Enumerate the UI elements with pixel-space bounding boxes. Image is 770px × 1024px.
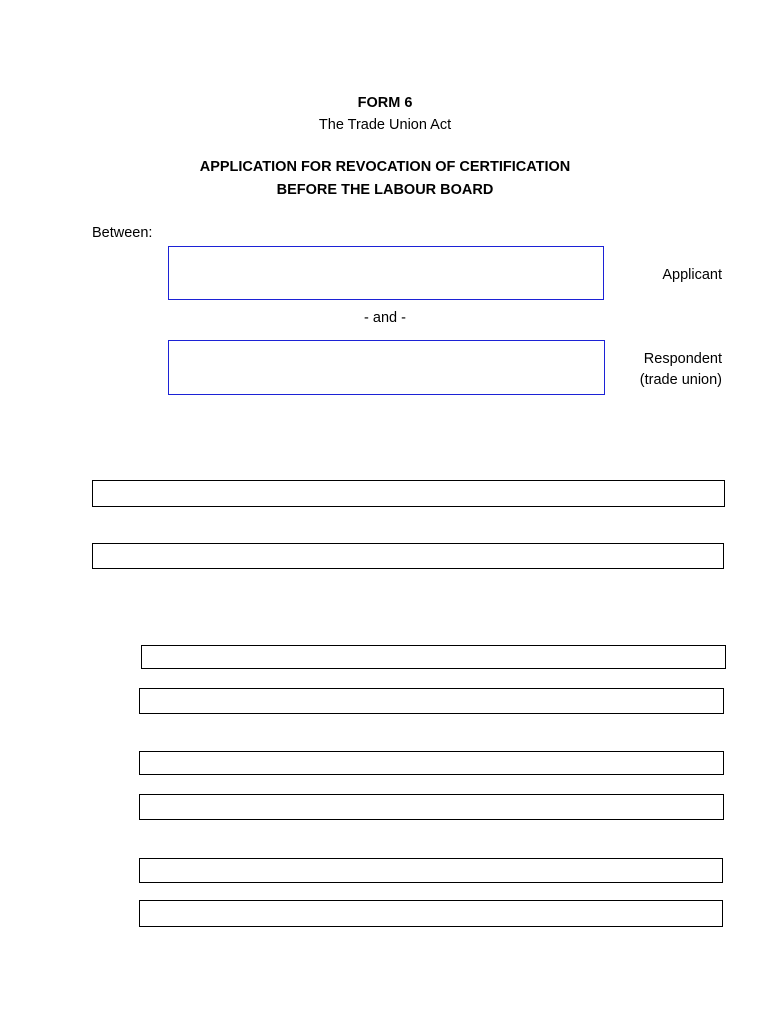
text-field-7[interactable]: [139, 858, 723, 883]
text-field-8[interactable]: [139, 900, 723, 927]
and-separator: - and -: [364, 310, 406, 326]
respondent-label-line2: (trade union): [639, 372, 722, 388]
text-field-4[interactable]: [139, 688, 724, 714]
text-field-1[interactable]: [92, 480, 725, 507]
act-name: The Trade Union Act: [318, 117, 452, 133]
text-field-6[interactable]: [139, 794, 724, 820]
applicant-label: Applicant: [662, 267, 722, 283]
text-field-3[interactable]: [141, 645, 726, 669]
respondent-name-field[interactable]: [168, 340, 605, 395]
respondent-label-line1: Respondent: [643, 351, 722, 367]
text-field-5[interactable]: [139, 751, 724, 775]
form-title-line2: BEFORE THE LABOUR BOARD: [276, 182, 494, 198]
respondent-label: [640, 349, 722, 391]
form-number: FORM 6: [357, 95, 413, 111]
applicant-name-field[interactable]: [168, 246, 604, 300]
text-field-2[interactable]: [92, 543, 724, 569]
form-title-line1: APPLICATION FOR REVOCATION OF CERTIFICATION: [199, 159, 571, 175]
between-label: Between:: [92, 225, 153, 241]
